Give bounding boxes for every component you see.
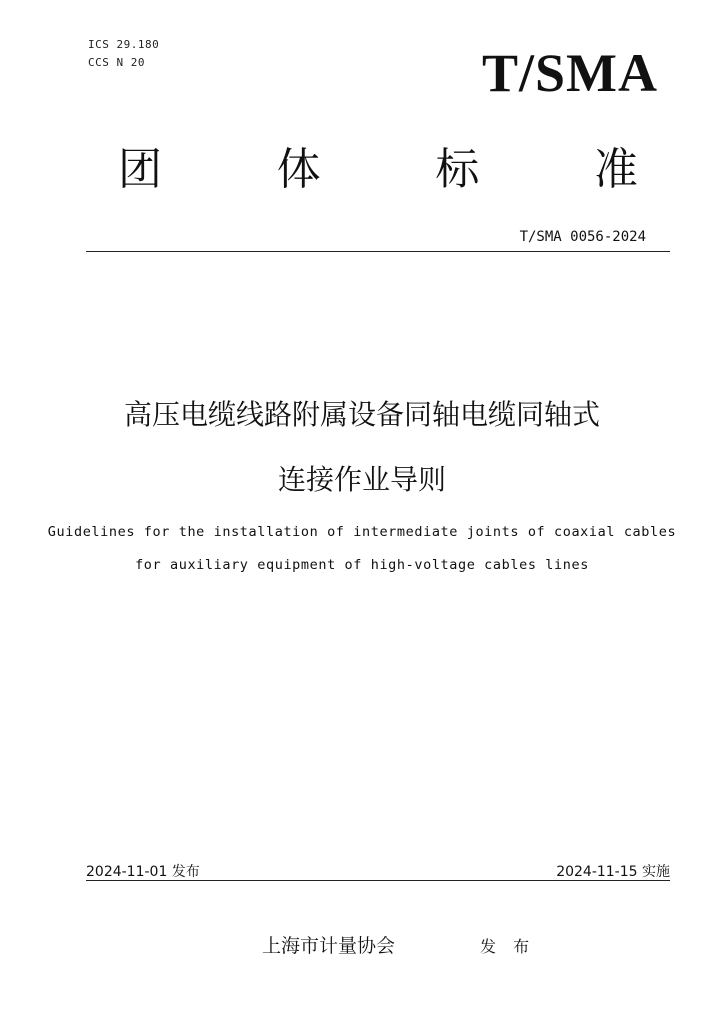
title-chinese-line-1: 高压电缆线路附属设备同轴电缆同轴式 <box>123 398 600 431</box>
ics-code: ICS 29.180 <box>88 38 160 51</box>
standard-type-char: 体 <box>276 144 321 195</box>
ccs-code: CCS N 20 <box>88 56 145 69</box>
bottom-divider <box>86 880 670 881</box>
top-divider <box>86 251 670 252</box>
issuing-organization: 上海市计量协会 <box>262 935 396 957</box>
standard-number: T/SMA 0056-2024 <box>519 229 646 245</box>
title-english-line-1: Guidelines for the installation of intermediate joints of coaxial cables <box>47 524 677 540</box>
issue-label: 发 布 <box>480 937 536 956</box>
standard-type-char: 准 <box>593 144 638 195</box>
standard-type-heading <box>86 144 670 195</box>
publish-date: 2024-11-01 发布 <box>86 864 200 880</box>
title-chinese-line-2: 连接作业导则 <box>277 463 446 496</box>
standard-brand-logo: T/SMA <box>481 43 658 103</box>
standard-type-char: 标 <box>435 144 480 195</box>
standard-type-char: 团 <box>118 144 162 195</box>
implementation-date: 2024-11-15 实施 <box>556 864 670 880</box>
title-english-line-2: for auxiliary equipment of high-voltage cables lines <box>135 557 589 573</box>
